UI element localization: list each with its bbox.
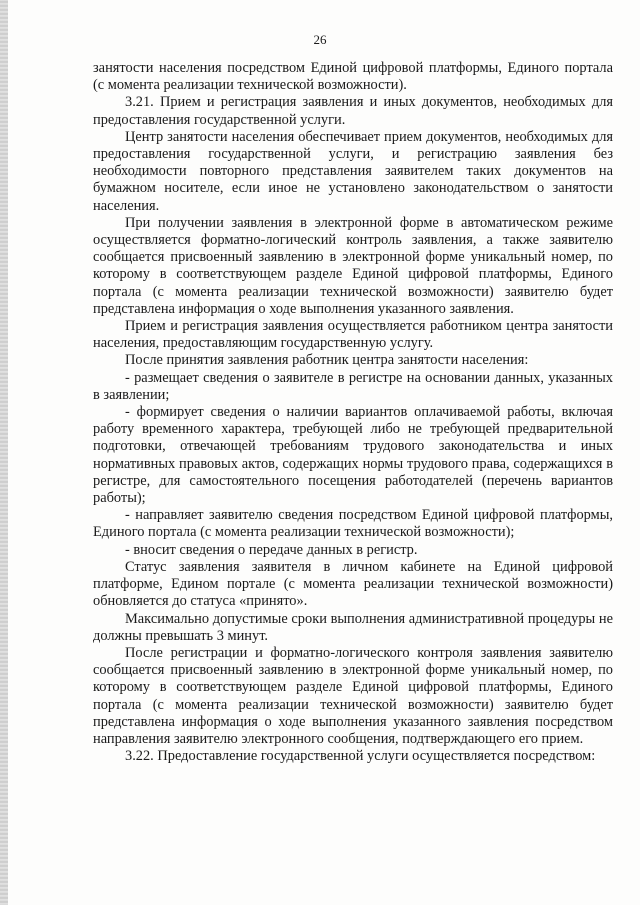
list-item: - формирует сведения о наличии вариантов оплачиваемой работы, включая работу временного характера, требующей либо не требующей предварительной подготовки, отвечающей требованиям трудового законодательства и иных нормативных правовых актов, содержащих нормы трудового права, содержащихся в регистре, для самостоятельного посещения работодателей (перечень вариантов работы); — [93, 404, 613, 507]
document-body — [93, 60, 613, 765]
paragraph: После принятия заявления работник центра занятости населения: — [125, 352, 529, 369]
list-item: - размещает сведения о заявителе в регистре на основании данных, указанных в заявлении; — [93, 369, 613, 403]
paragraph: После регистрации и форматно-логического контроля заявления заявителю сообщается присвоенный заявлению в электронной форме уникальный номер, по которому в соответствующем разделе Единой цифровой платформы, Единого портала (с момента реализации технической возможности) заявителю будет представлена информация о ходе выполнения указанного заявления посредством направления заявителю электронного сообщения, подтверждающего его прием. — [93, 644, 613, 747]
page-number: 26 — [313, 32, 327, 47]
paragraph: При получении заявления в электронной форме в автоматическом режиме осуществляется форматно-логический контроль заявления, а также заявителю сообщается присвоенный заявлению в электронной форме уникальный номер, по которому в соответствующем разделе Единой цифровой платформы, Единого портала (с момента реализации технической возможности) заявителю будет представлена информация о ходе выполнения указанного заявления. — [93, 214, 613, 317]
paragraph: Максимально допустимые сроки выполнения административной процедуры не должны превышать 3 минут. — [93, 610, 613, 644]
list-item: - направляет заявителю сведения посредством Единой цифровой платформы, Единого портала (с момента реализации технической возможности); — [93, 507, 613, 541]
list-item: - вносит сведения о передаче данных в регистр. — [125, 541, 418, 558]
paragraph: Прием и регистрация заявления осуществляется работником центра занятости населения, предоставляющим государственную услугу. — [93, 318, 613, 352]
paragraph: Центр занятости населения обеспечивает прием документов, необходимых для предоставления государственной услуги, и регистрацию заявления без необходимости повторного представления заявителем таких документов на бумажном носителе, если иное не установлено законодательством о занятости населения. — [93, 128, 613, 214]
scan-edge-artifact — [0, 0, 8, 905]
section-heading-3-21: 3.21. Прием и регистрация заявления и иных документов, необходимых для предоставления государственной услуги. — [93, 94, 613, 128]
section-heading-3-22: 3.22. Предоставление государственной услуги осуществляется посредством: — [125, 748, 596, 765]
paragraph: занятости населения посредством Единой цифровой платформы, Единого портала (с момента реализации технической возможности). — [93, 60, 613, 94]
paragraph: Статус заявления заявителя в личном кабинете на Единой цифровой платформе, Едином портале (с момента реализации технической возможности) обновляется до статуса «принято». — [93, 558, 613, 610]
